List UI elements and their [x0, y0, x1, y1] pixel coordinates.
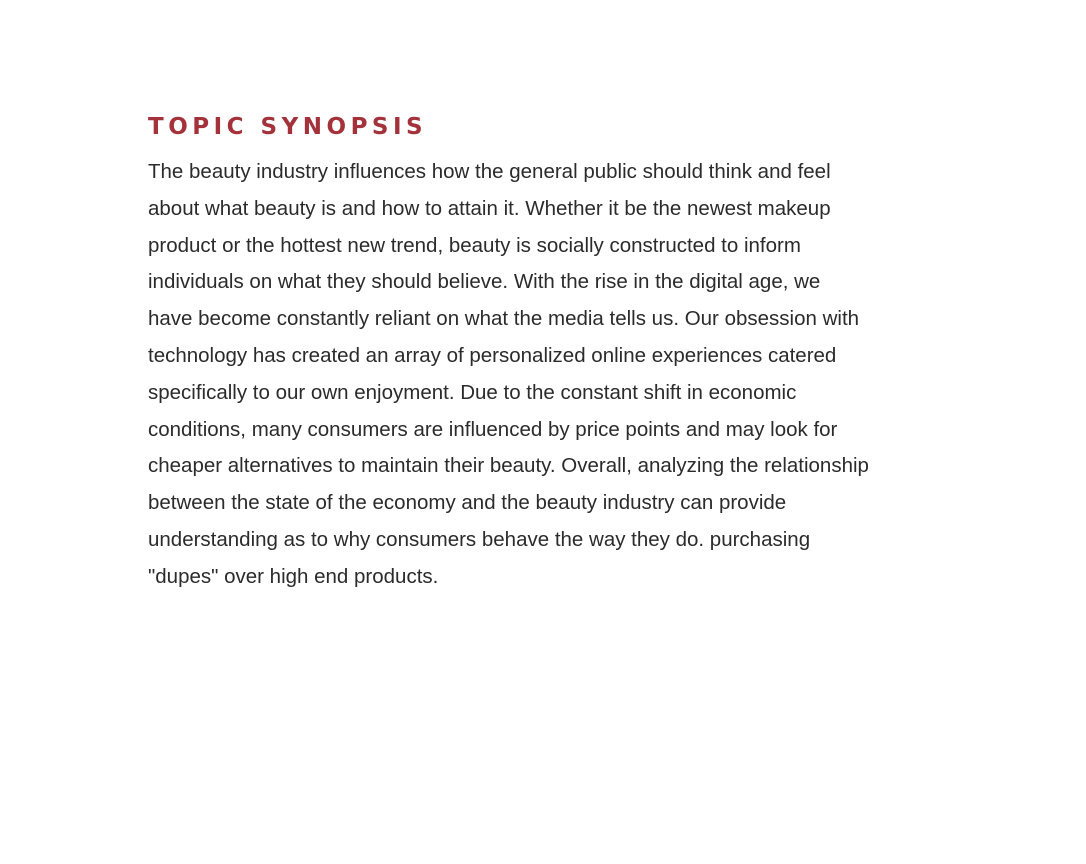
topic-synopsis-section [148, 112, 908, 596]
paragraph-line: individuals on what they should believe. With the rise in the digital age, we [148, 270, 821, 294]
synopsis-paragraph [148, 154, 908, 596]
paragraph-line: "dupes" over high end products. [148, 564, 439, 588]
paragraph-line: understanding as to why consumers behave the way they do. purchasing [148, 527, 811, 551]
paragraph-line: technology has created an array of personalized online experiences catered [148, 343, 837, 367]
paragraph-line: about what beauty is and how to attain it. Whether it be the newest makeup [148, 196, 831, 220]
paragraph-line: The beauty industry influences how the general public should think and feel [148, 160, 831, 183]
section-heading: TOPIC SYNOPSIS [148, 114, 428, 140]
paragraph-line: have become constantly reliant on what the media tells us. Our obsession with [148, 307, 860, 331]
paragraph-line: cheaper alternatives to maintain their beauty. Overall, analyzing the relationship [148, 454, 869, 478]
paragraph-line: specifically to our own enjoyment. Due to the constant shift in economic [148, 380, 797, 404]
paragraph-line: between the state of the economy and the beauty industry can provide [148, 491, 787, 515]
paragraph-line: conditions, many consumers are influenced by price points and may look for [148, 417, 838, 441]
paragraph-line: product or the hottest new trend, beauty is socially constructed to inform [148, 233, 801, 257]
